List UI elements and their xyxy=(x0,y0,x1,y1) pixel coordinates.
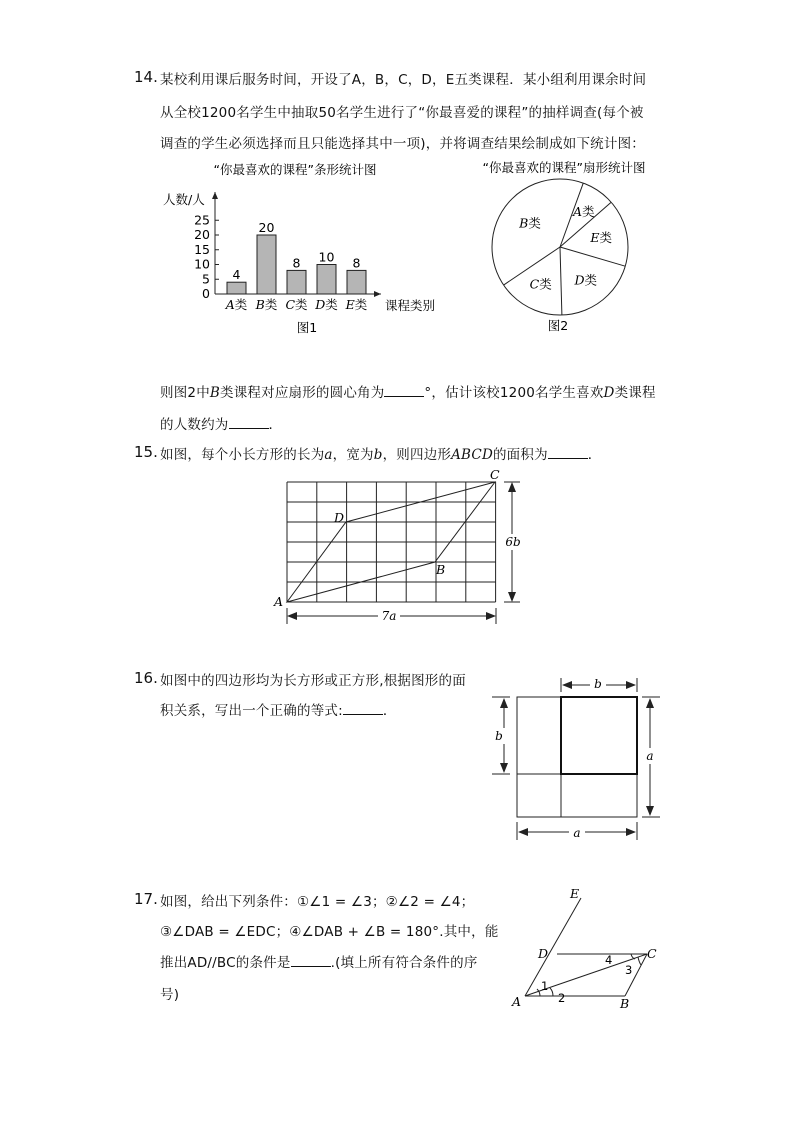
bar-chart-caption: 图1 xyxy=(296,320,318,335)
angle-arc-2 xyxy=(550,988,553,996)
question-14-answer-line-1 xyxy=(160,381,656,401)
bar xyxy=(317,265,336,295)
label-d: D xyxy=(334,510,345,525)
pie-slice-label: A类 xyxy=(573,204,595,220)
line-ae xyxy=(525,898,581,996)
x-axis-arrow xyxy=(374,291,381,297)
q15-var-b: b xyxy=(373,447,383,463)
q15-period: ． xyxy=(587,447,602,463)
y-axis-arrow xyxy=(212,192,218,199)
answer-var-b: B xyxy=(209,385,221,401)
bar-chart-title: “你最喜欢的课程”条形统计图 xyxy=(213,162,377,177)
question-15-text xyxy=(160,443,602,463)
category-label: E类 xyxy=(345,297,368,312)
pie-slice-label: C类 xyxy=(529,276,552,292)
q15-answer-blank[interactable] xyxy=(548,446,588,459)
right-arrow-top xyxy=(646,698,654,708)
q16-period: ． xyxy=(382,703,397,719)
grid-lines xyxy=(287,482,496,602)
bar-data-label: 4 xyxy=(232,267,241,283)
question-16-line-1: 如图中的四边形均为长方形或正方形,根据图形的面 xyxy=(160,673,466,689)
q17-answer-blank[interactable] xyxy=(291,954,331,967)
label-6b: 6b xyxy=(505,535,521,549)
category-label: C类 xyxy=(285,297,308,312)
angle-label-1: 1 xyxy=(541,979,549,993)
question-15-number: 15. xyxy=(134,443,158,461)
outer-square xyxy=(517,697,637,817)
left-arrow-top xyxy=(500,698,508,708)
pie-slice-boundary xyxy=(560,247,625,266)
bar-chart-xlabel: 课程类别 xyxy=(385,298,436,313)
pie-slice-label: B类 xyxy=(519,215,541,231)
bar xyxy=(257,235,276,294)
bar-data-label: 20 xyxy=(258,220,275,235)
pie-slice-label: E类 xyxy=(590,229,612,245)
top-arrow-right xyxy=(626,681,636,689)
y-tick-label: 25 xyxy=(194,212,210,228)
question-17-line-3 xyxy=(160,951,478,971)
question-14-number: 14. xyxy=(134,68,158,86)
bottom-arrow-left xyxy=(518,828,528,836)
q15-text-b: ，宽为 xyxy=(332,447,374,463)
question-14-line-2: 从全校1200名学生中抽取50名学生进行了“你最喜爱的课程”的抽样调查(每个被 xyxy=(160,105,644,121)
grid-figure xyxy=(268,468,528,628)
bar-data-label: 8 xyxy=(352,255,361,271)
q15-var-a: a xyxy=(324,447,333,463)
label-e: E xyxy=(570,886,580,901)
label-c: C xyxy=(490,468,500,482)
category-label: A类 xyxy=(225,297,248,312)
width-arrow-left xyxy=(287,612,297,620)
q16-text: 积关系，写出一个正确的等式: xyxy=(160,703,343,719)
answer-blank-angle[interactable] xyxy=(384,384,424,397)
bar-chart-categories xyxy=(225,297,368,312)
bar-chart-ylabel: 人数/人 xyxy=(163,192,205,207)
label-d: D xyxy=(538,946,549,961)
width-arrow-right xyxy=(486,612,496,620)
answer-var-d: D xyxy=(603,385,615,401)
q15-text-a: 如图，每个小长方形的长为 xyxy=(160,447,325,463)
left-arrow-bottom xyxy=(500,763,508,773)
answer-text-a: 则图2中 xyxy=(160,385,210,401)
bar-chart xyxy=(155,152,455,342)
height-arrow-bottom xyxy=(508,592,516,602)
answer-text-c: 类课程对应扇形的圆心角为 xyxy=(220,385,385,401)
y-tick-label: 10 xyxy=(194,256,210,272)
height-arrow-top xyxy=(508,482,516,492)
bar xyxy=(227,282,246,294)
question-16-line-2 xyxy=(160,699,397,719)
label-b-top: b xyxy=(594,677,602,691)
answer-text-count: 的人数约为 xyxy=(160,417,229,433)
q17-text-a: 推出AD//BC的条件是 xyxy=(160,955,291,971)
y-tick-label: 15 xyxy=(194,241,210,257)
q15-var-abcd: ABCD xyxy=(451,447,493,463)
answer-text-f: 类课程 xyxy=(614,385,656,401)
angle-arc-1 xyxy=(537,989,540,996)
question-17-number: 17. xyxy=(134,890,158,908)
label-b-left: b xyxy=(495,729,503,743)
question-17-line-2: ③∠DAB = ∠EDC；④∠DAB + ∠B = 180°.其中，能 xyxy=(160,924,499,940)
q15-text-c: ，则四边形 xyxy=(382,447,452,463)
inner-square-b xyxy=(561,697,637,774)
question-17-line-1: 如图，给出下列条件：①∠1 = ∠3；②∠2 = ∠4； xyxy=(160,894,475,910)
question-16-number: 16. xyxy=(134,669,158,687)
category-label: B类 xyxy=(255,297,278,312)
label-a-bottom: a xyxy=(573,826,581,840)
y-tick-label: 5 xyxy=(202,271,210,287)
pie-slice-label: D类 xyxy=(574,272,597,288)
q17-text-b: .(填上所有符合条件的序 xyxy=(330,955,478,971)
answer-text-d: °，估计该校1200名学生喜欢 xyxy=(424,385,604,401)
bar xyxy=(347,270,366,294)
angle-label-2: 2 xyxy=(558,991,566,1005)
angle-arc-3 xyxy=(638,957,641,965)
bottom-arrow-right xyxy=(626,828,636,836)
q16-answer-blank[interactable] xyxy=(343,702,383,715)
pie-chart-caption: 图2 xyxy=(547,318,569,333)
pie-chart xyxy=(462,152,672,342)
right-arrow-bottom xyxy=(646,806,654,816)
answer-blank-count[interactable] xyxy=(229,416,269,429)
label-a-right: a xyxy=(646,749,654,763)
question-14-line-1: 某校利用课后服务时间，开设了A，B，C，D，E五类课程．某小组利用课余时间 xyxy=(160,72,647,88)
question-17-line-4: 号) xyxy=(160,987,180,1003)
angle-label-3: 3 xyxy=(625,963,633,977)
pie-chart-slices xyxy=(504,183,626,315)
category-label: D类 xyxy=(315,297,338,312)
square-figure xyxy=(488,670,668,850)
question-14-line-3: 调查的学生必须选择而且只能选择其中一项)，并将调查结果绘制成如下统计图： xyxy=(160,136,645,152)
y-tick-label: 0 xyxy=(202,286,210,301)
parallel-lines-figure xyxy=(505,882,675,1012)
pie-slice-boundary xyxy=(560,247,562,315)
pie-chart-title: “你最喜欢的课程”扇形统计图 xyxy=(482,160,646,175)
label-c: C xyxy=(647,946,657,961)
answer-period: ． xyxy=(268,417,283,433)
angle-label-4: 4 xyxy=(605,953,613,967)
question-14-answer-line-2 xyxy=(160,413,282,433)
label-b: B xyxy=(620,996,630,1011)
label-a: A xyxy=(512,994,522,1009)
bar-data-label: 8 xyxy=(292,255,301,271)
y-tick-label: 20 xyxy=(194,227,210,242)
q15-text-d: 的面积为 xyxy=(492,447,548,463)
label-7a: 7a xyxy=(381,609,397,623)
bar xyxy=(287,270,306,294)
label-b: B xyxy=(436,562,446,577)
angle-arc-4 xyxy=(631,954,635,959)
bar-data-label: 10 xyxy=(318,249,335,265)
label-a: A xyxy=(274,594,284,609)
top-arrow-left xyxy=(562,681,572,689)
